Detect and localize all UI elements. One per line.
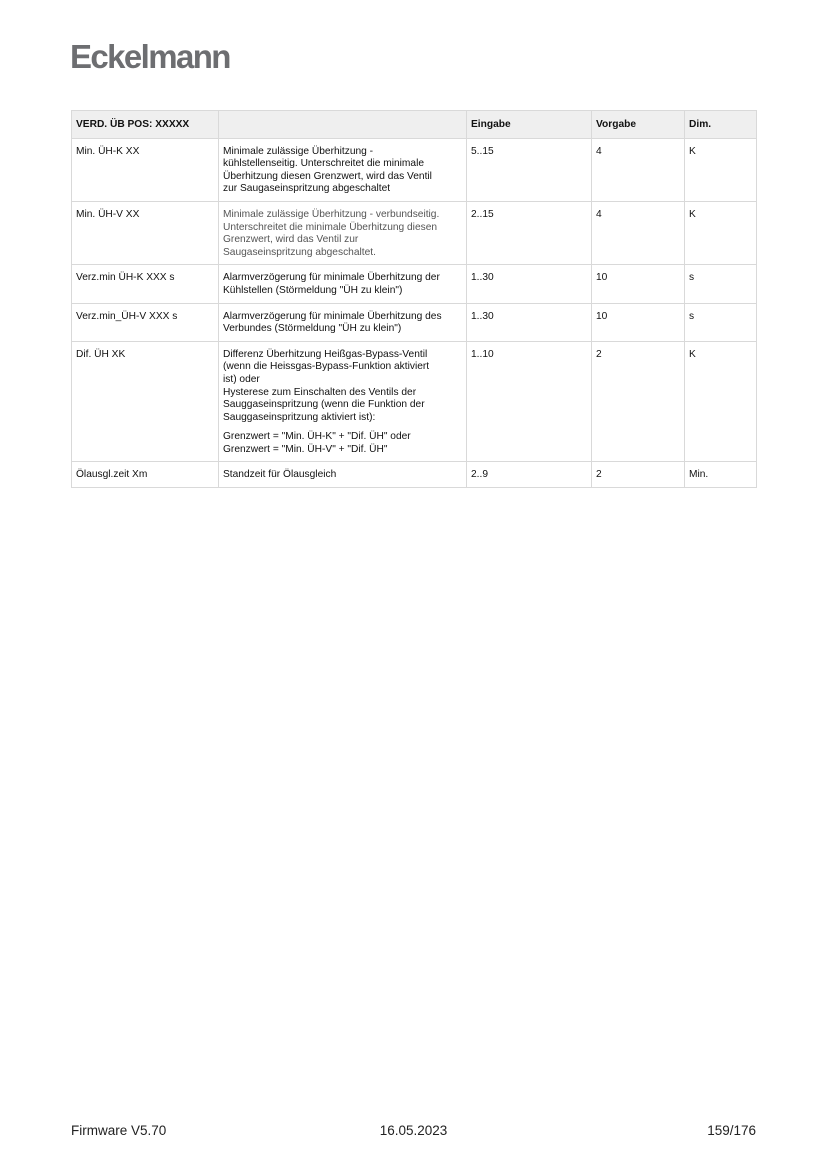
column-header-dim: Dim. [685, 111, 757, 139]
column-header-vorgabe: Vorgabe [592, 111, 685, 139]
footer-date: 16.05.2023 [379, 1123, 448, 1138]
parameter-dim: K [685, 201, 757, 264]
parameter-vorgabe: 4 [592, 201, 685, 264]
description-line: Kühlstellen (Störmeldung "ÜH zu klein") [223, 284, 403, 296]
column-header-description [219, 111, 467, 139]
parameter-eingabe: 2..15 [467, 201, 592, 264]
parameter-name: Verz.min ÜH-K XXX s [72, 265, 219, 303]
eckelmann-logo: Eckelmann [70, 38, 230, 75]
parameter-vorgabe: 10 [592, 303, 685, 341]
parameter-table [71, 110, 757, 488]
description-line: kühlstellenseitig. Unterschreitet die minimale [223, 158, 425, 170]
description-line: Grenzwert, wird das Ventil zur [223, 234, 359, 246]
description-line: Minimale zulässige Überhitzung - verbundseitig. [223, 208, 440, 220]
description-line: Minimale zulässige Überhitzung - [223, 145, 374, 157]
description-line: Unterschreitet die minimale Überhitzung diesen [223, 221, 438, 233]
parameter-description [219, 138, 467, 201]
description-line: Sauggaseinspritzung (wenn die Funktion der [223, 399, 425, 411]
parameter-dim: s [685, 303, 757, 341]
footer-firmware-version: Firmware V5.70 [71, 1123, 167, 1138]
column-header-eingabe: Eingabe [467, 111, 592, 139]
description-line: Saugaseinspritzung abgeschaltet. [223, 246, 376, 258]
parameter-name: Min. ÜH-K XX [72, 138, 219, 201]
parameter-vorgabe: 2 [592, 341, 685, 462]
description-line: Alarmverzögerung für minimale Überhitzung der [223, 272, 440, 284]
parameter-eingabe: 5..15 [467, 138, 592, 201]
table-row [72, 138, 757, 201]
description-line: Grenzwert = "Min. ÜH-V" + "Dif. ÜH" [223, 443, 388, 455]
description-line: Sauggaseinspritzung aktiviert ist): [223, 411, 376, 423]
table-row [72, 201, 757, 264]
parameter-eingabe: 1..30 [467, 265, 592, 303]
table-row [72, 462, 757, 488]
description-line: Grenzwert = "Min. ÜH-K" + "Dif. ÜH" oder [223, 431, 411, 443]
table-row [72, 265, 757, 303]
parameter-vorgabe: 4 [592, 138, 685, 201]
parameter-dim: K [685, 138, 757, 201]
description-line: Hysterese zum Einschalten des Ventils der [223, 386, 417, 398]
description-line: zur Saugaseinspritzung abgeschaltet [223, 183, 391, 195]
description-line: Überhitzung diesen Grenzwert, wird das Ventil [223, 170, 432, 182]
parameter-description [219, 462, 467, 488]
parameter-name: Verz.min_ÜH-V XXX s [72, 303, 219, 341]
description-line: Verbundes (Störmeldung "ÜH zu klein") [223, 323, 402, 335]
parameter-description [219, 265, 467, 303]
parameter-vorgabe: 2 [592, 462, 685, 488]
parameter-description [219, 341, 467, 462]
description-line: (wenn die Heissgas-Bypass-Funktion aktiviert [223, 361, 430, 373]
parameter-name: Min. ÜH-V XX [72, 201, 219, 264]
parameter-description [219, 303, 467, 341]
parameter-dim: Min. [685, 462, 757, 488]
parameter-eingabe: 2..9 [467, 462, 592, 488]
column-header-parameter: VERD. ÜB POS: XXXXX [72, 111, 219, 139]
parameter-vorgabe: 10 [592, 265, 685, 303]
parameter-name: Dif. ÜH XK [72, 341, 219, 462]
table-row [72, 341, 757, 462]
grenzwert-formula [223, 431, 462, 456]
description-line: Differenz Überhitzung Heißgas-Bypass-Ventil [223, 348, 428, 360]
parameter-eingabe: 1..30 [467, 303, 592, 341]
parameter-name: Ölausgl.zeit Xm [72, 462, 219, 488]
parameter-description [219, 201, 467, 264]
parameter-dim: s [685, 265, 757, 303]
description-line: ist) oder [223, 373, 260, 385]
table-row [72, 303, 757, 341]
parameter-dim: K [685, 341, 757, 462]
parameter-eingabe: 1..10 [467, 341, 592, 462]
footer-page-number: 159/176 [707, 1123, 756, 1138]
table-header-row [72, 111, 757, 139]
description-line: Alarmverzögerung für minimale Überhitzung des [223, 310, 442, 322]
description-line: Standzeit für Ölausgleich [223, 469, 337, 481]
